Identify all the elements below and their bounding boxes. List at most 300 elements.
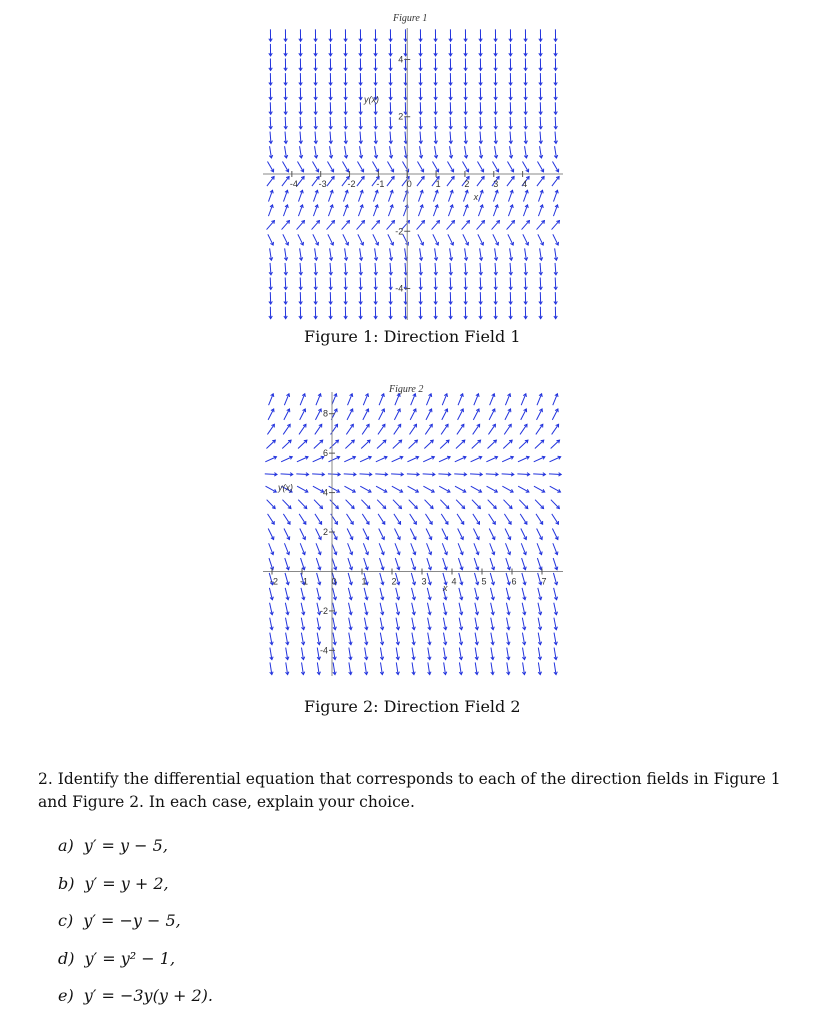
field-arrow	[509, 307, 512, 319]
field-arrow	[538, 633, 541, 645]
field-arrow	[396, 662, 399, 674]
field-arrow	[380, 633, 383, 645]
field-arrow	[425, 514, 432, 524]
field-arrow	[357, 162, 363, 172]
field-arrow	[459, 588, 463, 600]
field-arrow	[281, 473, 293, 476]
field-arrow	[479, 132, 482, 144]
field-arrow	[330, 440, 339, 448]
field-arrow	[539, 132, 542, 144]
field-arrow	[518, 486, 529, 492]
field-arrow	[492, 162, 498, 172]
field-arrow	[494, 73, 497, 85]
option-label: b)	[58, 873, 75, 893]
figure1-direction-field	[263, 28, 563, 320]
field-arrow	[268, 528, 274, 539]
x-tick-label: -4	[289, 179, 298, 189]
field-arrow	[449, 292, 452, 304]
field-arrow	[494, 263, 497, 275]
field-arrow	[301, 558, 306, 570]
field-arrow	[538, 205, 543, 216]
figure1-title: Figure 1	[393, 13, 428, 24]
field-arrow	[374, 263, 377, 275]
field-arrow	[554, 102, 557, 114]
field-arrow	[464, 248, 467, 260]
field-arrow	[524, 44, 527, 56]
field-arrow	[359, 29, 362, 41]
field-arrow	[509, 102, 512, 114]
field-arrow	[538, 603, 542, 615]
field-arrow	[520, 424, 527, 434]
field-arrow	[464, 307, 467, 319]
field-arrow	[456, 440, 465, 448]
field-arrow	[344, 486, 355, 492]
field-arrow	[433, 234, 439, 245]
field-arrow	[284, 292, 287, 304]
field-arrow	[364, 588, 368, 600]
field-arrow	[507, 177, 514, 187]
field-arrow	[507, 618, 511, 630]
field-arrow	[417, 162, 423, 172]
field-arrow	[479, 44, 482, 56]
figure1-caption: Figure 1: Direction Field 1	[304, 327, 521, 346]
field-arrow	[299, 263, 302, 275]
field-arrow	[299, 88, 302, 100]
answer-options	[58, 834, 213, 1022]
field-arrow	[312, 473, 324, 476]
field-arrow	[535, 500, 543, 509]
field-arrow	[299, 44, 302, 56]
field-arrow	[410, 528, 416, 539]
field-arrow	[462, 221, 470, 230]
field-arrow	[269, 248, 272, 260]
field-arrow	[419, 88, 422, 100]
field-arrow	[297, 456, 308, 462]
field-arrow	[464, 73, 467, 85]
field-arrow	[419, 73, 422, 85]
y-tick-label: -4	[395, 283, 404, 294]
field-arrow	[554, 59, 557, 71]
field-arrow	[316, 394, 321, 405]
field-arrow	[522, 603, 526, 615]
field-arrow	[509, 29, 512, 41]
field-arrow	[344, 263, 347, 275]
field-arrow	[344, 117, 347, 129]
field-arrow	[376, 486, 387, 492]
field-arrow	[449, 29, 452, 41]
field-arrow	[374, 278, 377, 290]
field-arrow	[314, 88, 317, 100]
field-arrow	[301, 662, 304, 674]
field-arrow	[379, 394, 384, 405]
field-arrow	[424, 440, 433, 448]
field-arrow	[387, 162, 393, 172]
x-axis-label: x	[443, 583, 448, 594]
field-arrow	[377, 440, 386, 448]
field-arrow	[315, 409, 321, 420]
field-arrow	[539, 117, 542, 129]
field-arrow	[425, 424, 432, 434]
field-arrow	[344, 88, 347, 100]
field-arrow	[443, 603, 447, 615]
field-arrow	[392, 486, 403, 492]
field-arrow	[479, 292, 482, 304]
field-arrow	[428, 662, 431, 674]
field-arrow	[299, 292, 302, 304]
field-arrow	[442, 394, 447, 405]
field-arrow	[489, 409, 495, 420]
field-arrow	[344, 102, 347, 114]
field-arrow	[534, 486, 545, 492]
field-arrow	[388, 190, 393, 201]
field-arrow	[297, 221, 305, 230]
field-arrow	[412, 633, 415, 645]
field-arrow	[539, 292, 542, 304]
option-a	[58, 834, 213, 872]
field-arrow	[269, 558, 274, 570]
field-arrow	[449, 132, 452, 144]
field-arrow	[361, 500, 369, 509]
field-arrow	[395, 394, 400, 405]
field-arrow	[299, 146, 302, 158]
field-arrow	[372, 162, 378, 172]
field-arrow	[494, 248, 497, 260]
field-arrow	[345, 440, 354, 448]
field-arrow	[550, 456, 561, 462]
x-tick-label: 7	[541, 576, 547, 587]
field-arrow	[329, 117, 332, 129]
field-arrow	[442, 528, 448, 539]
field-arrow	[449, 146, 452, 158]
x-tick-label: 0	[406, 179, 412, 189]
field-arrow	[268, 234, 274, 245]
field-arrow	[380, 662, 383, 674]
field-arrow	[359, 73, 362, 85]
field-arrow	[329, 146, 332, 158]
field-arrow	[494, 117, 497, 129]
field-arrow	[419, 263, 422, 275]
field-arrow	[407, 473, 419, 476]
field-arrow	[449, 73, 452, 85]
field-arrow	[362, 514, 369, 524]
field-arrow	[447, 162, 453, 172]
field-arrow	[554, 263, 557, 275]
field-arrow	[329, 88, 332, 100]
field-arrow	[329, 73, 332, 85]
field-arrow	[537, 528, 543, 539]
field-arrow	[314, 292, 317, 304]
field-arrow	[359, 44, 362, 56]
field-arrow	[426, 528, 432, 539]
field-arrow	[490, 394, 495, 405]
x-tick-label: 5	[481, 576, 487, 587]
y-tick-label: 6	[322, 448, 328, 459]
field-arrow	[506, 603, 510, 615]
field-arrow	[266, 486, 277, 492]
field-arrow	[328, 190, 333, 201]
field-arrow	[434, 88, 437, 100]
field-arrow	[463, 205, 468, 216]
field-arrow	[298, 234, 304, 245]
field-arrow	[508, 190, 513, 201]
field-arrow	[344, 73, 347, 85]
field-arrow	[551, 500, 559, 509]
field-arrow	[298, 500, 306, 509]
field-arrow	[459, 618, 463, 630]
field-arrow	[475, 603, 479, 615]
field-arrow	[438, 473, 450, 476]
field-arrow	[270, 648, 273, 660]
field-arrow	[299, 73, 302, 85]
field-arrow	[537, 409, 543, 420]
field-arrow	[268, 205, 273, 216]
field-arrow	[554, 278, 557, 290]
field-arrow	[268, 514, 275, 524]
x-axis-label: x	[473, 191, 479, 202]
field-arrow	[284, 88, 287, 100]
field-arrow	[554, 307, 557, 319]
field-arrow	[539, 146, 542, 158]
field-arrow	[333, 648, 336, 660]
field-arrow	[539, 102, 542, 114]
field-arrow	[552, 514, 559, 524]
field-arrow	[317, 633, 320, 645]
field-arrow	[506, 573, 510, 585]
option-equation: y′ = −y − 5,	[83, 911, 181, 930]
field-arrow	[503, 500, 511, 509]
field-arrow	[389, 307, 392, 319]
field-arrow	[283, 514, 290, 524]
field-arrow	[376, 456, 387, 462]
field-arrow	[524, 29, 527, 41]
field-arrow	[364, 558, 369, 570]
field-arrow	[425, 500, 433, 509]
field-arrow	[419, 278, 422, 290]
field-arrow	[552, 177, 559, 187]
field-arrow	[440, 440, 449, 448]
field-arrow	[266, 440, 275, 448]
field-arrow	[357, 221, 365, 230]
field-arrow	[419, 44, 422, 56]
x-tick-label: 6	[511, 576, 517, 587]
field-arrow	[269, 73, 272, 85]
field-arrow	[389, 73, 392, 85]
field-arrow	[284, 543, 289, 554]
field-arrow	[434, 117, 437, 129]
field-arrow	[554, 648, 557, 660]
field-arrow	[427, 588, 431, 600]
field-arrow	[283, 424, 290, 434]
field-arrow	[389, 117, 392, 129]
field-arrow	[504, 514, 511, 524]
field-arrow	[479, 263, 482, 275]
field-arrow	[537, 221, 545, 230]
field-arrow	[284, 409, 290, 420]
field-arrow	[347, 528, 353, 539]
field-arrow	[396, 648, 399, 660]
field-arrow	[519, 500, 527, 509]
field-arrow	[365, 633, 368, 645]
field-arrow	[464, 146, 467, 158]
question-text: 2. Identify the differential equation that corresponds to each of the direction fields in Figure 1 and Figure 2. In each case, explain your choice.	[38, 770, 781, 811]
field-arrow	[389, 44, 392, 56]
field-arrow	[409, 500, 417, 509]
field-arrow	[316, 543, 321, 554]
field-arrow	[535, 440, 544, 448]
field-arrow	[554, 633, 557, 645]
field-arrow	[299, 248, 302, 260]
field-arrow	[313, 205, 318, 216]
field-arrow	[447, 177, 454, 187]
field-arrow	[539, 73, 542, 85]
field-arrow	[301, 603, 305, 615]
field-arrow	[524, 292, 527, 304]
field-arrow	[507, 221, 515, 230]
field-arrow	[491, 618, 495, 630]
y-tick-label: 8	[322, 408, 328, 419]
field-arrow	[410, 409, 416, 420]
y-tick-label: 2	[322, 527, 328, 538]
field-arrow	[533, 473, 545, 476]
field-arrow	[509, 263, 512, 275]
field-arrow	[522, 221, 530, 230]
field-arrow	[314, 59, 317, 71]
field-arrow	[286, 633, 289, 645]
field-arrow	[419, 102, 422, 114]
field-arrow	[412, 618, 416, 630]
field-arrow	[464, 278, 467, 290]
x-tick-label: 0	[331, 576, 337, 587]
field-arrow	[552, 409, 558, 420]
field-arrow	[539, 263, 542, 275]
field-arrow	[265, 473, 277, 476]
field-arrow	[348, 558, 353, 570]
option-label: e)	[58, 986, 74, 1005]
field-arrow	[360, 473, 372, 476]
field-arrow	[521, 528, 527, 539]
field-arrow	[332, 394, 337, 405]
field-arrow	[419, 292, 422, 304]
field-arrow	[269, 59, 272, 71]
x-tick-label: -1	[299, 576, 309, 587]
field-arrow	[447, 221, 455, 230]
field-arrow	[488, 500, 496, 509]
field-arrow	[301, 633, 304, 645]
field-arrow	[344, 292, 347, 304]
field-arrow	[375, 473, 387, 476]
field-arrow	[494, 102, 497, 114]
field-arrow	[365, 648, 368, 660]
field-arrow	[507, 648, 510, 660]
field-arrow	[301, 648, 304, 660]
field-arrow	[358, 190, 363, 201]
field-arrow	[269, 88, 272, 100]
field-arrow	[458, 558, 463, 570]
field-arrow	[428, 633, 431, 645]
field-arrow	[299, 278, 302, 290]
field-arrow	[374, 44, 377, 56]
field-arrow	[380, 588, 384, 600]
field-arrow	[317, 662, 320, 674]
field-arrow	[419, 307, 422, 319]
field-arrow	[285, 573, 289, 585]
field-arrow	[478, 234, 484, 245]
field-arrow	[317, 573, 321, 585]
field-arrow	[428, 618, 432, 630]
field-arrow	[314, 29, 317, 41]
field-arrow	[333, 618, 337, 630]
field-arrow	[419, 146, 422, 158]
field-arrow	[395, 558, 400, 570]
field-arrow	[494, 292, 497, 304]
field-arrow	[491, 662, 494, 674]
field-arrow	[269, 292, 272, 304]
field-arrow	[478, 190, 483, 201]
field-arrow	[493, 234, 499, 245]
field-arrow	[509, 278, 512, 290]
field-arrow	[549, 473, 561, 476]
field-arrow	[314, 146, 317, 158]
field-arrow	[285, 588, 289, 600]
field-arrow	[346, 500, 354, 509]
field-arrow	[456, 500, 464, 509]
field-arrow	[552, 162, 558, 172]
field-arrow	[265, 456, 276, 462]
field-arrow	[299, 117, 302, 129]
field-arrow	[312, 162, 318, 172]
field-arrow	[269, 132, 272, 144]
field-arrow	[494, 146, 497, 158]
field-arrow	[473, 409, 479, 420]
field-arrow	[443, 558, 448, 570]
field-arrow	[333, 603, 337, 615]
field-arrow	[489, 528, 495, 539]
field-arrow	[284, 132, 287, 144]
field-arrow	[364, 618, 368, 630]
field-arrow	[494, 278, 497, 290]
field-arrow	[509, 73, 512, 85]
field-arrow	[358, 205, 363, 216]
field-arrow	[380, 558, 385, 570]
field-arrow	[358, 234, 364, 245]
field-arrow	[552, 424, 559, 434]
field-arrow	[478, 205, 483, 216]
field-arrow	[374, 29, 377, 41]
field-arrow	[344, 456, 355, 462]
field-arrow	[459, 573, 463, 585]
field-arrow	[343, 205, 348, 216]
field-arrow	[419, 117, 422, 129]
field-arrow	[410, 514, 417, 524]
field-arrow	[359, 248, 362, 260]
field-arrow	[267, 177, 274, 187]
field-arrow	[479, 146, 482, 158]
field-arrow	[459, 603, 463, 615]
field-arrow	[348, 573, 352, 585]
field-arrow	[327, 221, 335, 230]
field-arrow	[392, 456, 403, 462]
field-arrow	[524, 88, 527, 100]
x-tick-label: 3	[493, 179, 499, 189]
field-arrow	[359, 278, 362, 290]
field-arrow	[396, 603, 400, 615]
field-arrow	[282, 500, 290, 509]
field-arrow	[464, 59, 467, 71]
field-arrow	[449, 263, 452, 275]
field-arrow	[393, 500, 401, 509]
field-arrow	[464, 44, 467, 56]
field-arrow	[494, 307, 497, 319]
